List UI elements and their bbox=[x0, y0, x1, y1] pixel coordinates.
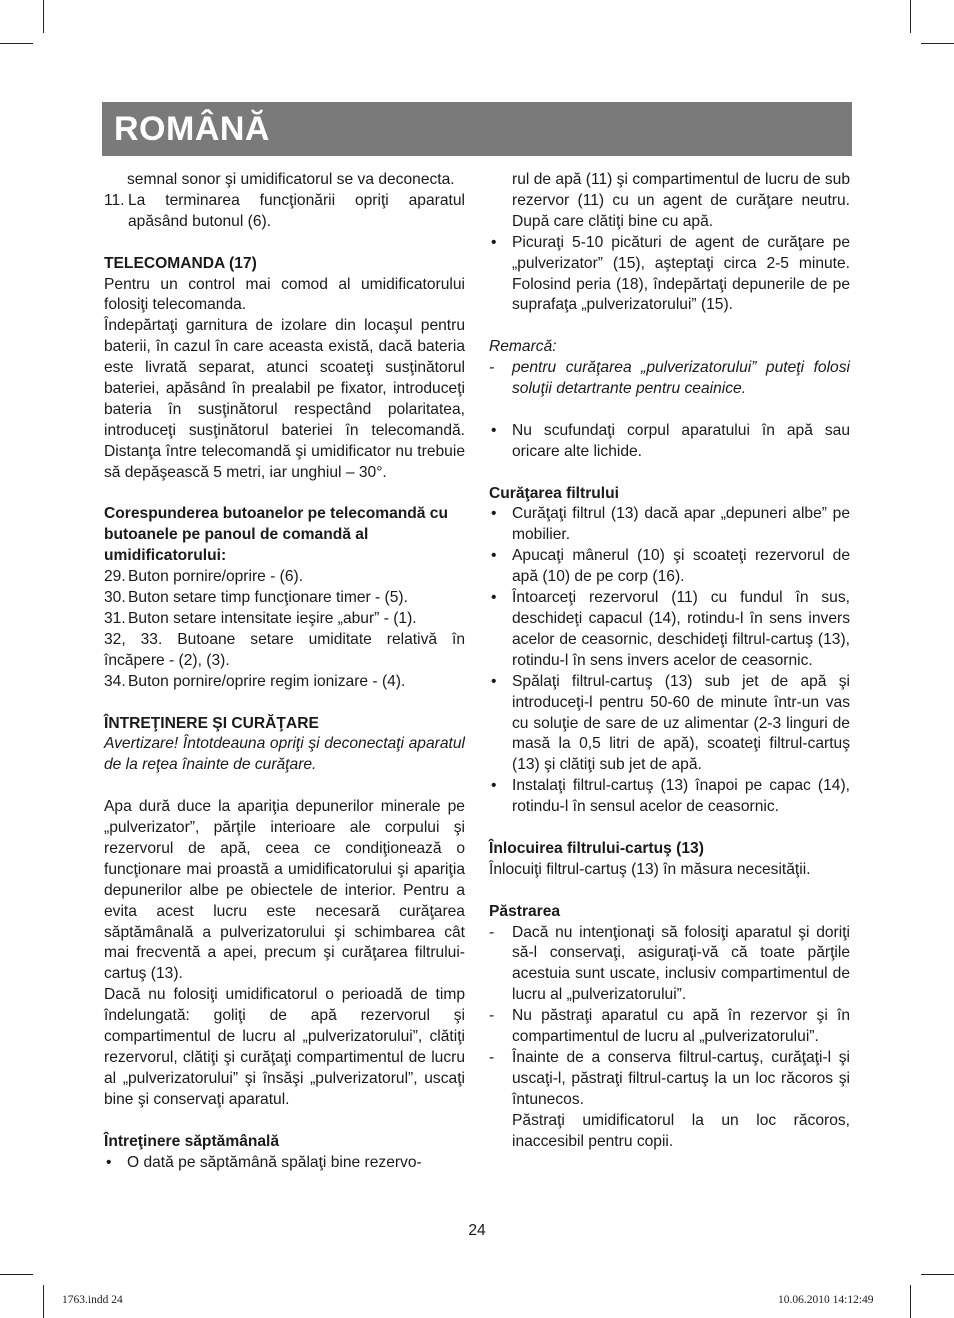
maintenance-heading: ÎNTREŢINERE ŞI CURĂŢARE bbox=[104, 714, 319, 732]
crop-mark bbox=[910, 1285, 911, 1318]
bullet-marker: • bbox=[491, 547, 497, 565]
bullet-text: Instalaţi filtrul-cartuş (13) înapoi pe capac (14), rotindu-l în sensul acelor de ceasornic. bbox=[512, 777, 850, 816]
crop-mark bbox=[43, 1285, 44, 1318]
dash-item bbox=[489, 1006, 850, 1048]
page-title: ROMÂNĂ bbox=[114, 110, 270, 148]
list-item-text: Butoane setare umiditate relativă în încăpere - (2), (3). bbox=[104, 630, 465, 669]
dash-item bbox=[489, 358, 850, 400]
continued-bullet-text: rul de apă (11) şi compartimentul de lucru de sub rezervor (11) cu un agent de curăţare neutru. După care clătiţi bine cu apă. bbox=[512, 171, 850, 230]
language-header-bar bbox=[102, 102, 852, 156]
bullet-text: O dată pe săptămână spălaţi bine rezervo- bbox=[127, 1153, 422, 1171]
bullet-marker: • bbox=[491, 672, 497, 690]
bullet-text: Nu scufundaţi corpul aparatului în apă sau oricare alte lichide. bbox=[512, 421, 850, 460]
dash-marker: - bbox=[489, 1007, 495, 1025]
bullet-item bbox=[489, 546, 850, 588]
list-number: 32, 33. bbox=[104, 630, 163, 648]
bullet-item bbox=[104, 1153, 465, 1174]
dash-marker: - bbox=[489, 923, 495, 941]
bullet-item bbox=[489, 421, 850, 463]
list-number: 29. bbox=[104, 568, 126, 586]
print-slug-file: 1763.indd 24 bbox=[62, 1294, 123, 1306]
dash-item bbox=[489, 923, 850, 1007]
dash-marker: - bbox=[489, 359, 495, 377]
warning-text: Avertizare! Întotdeauna opriţi şi deconectaţi aparatul de la reţea înainte de curăţare. bbox=[104, 735, 465, 774]
crop-mark bbox=[910, 0, 911, 33]
crop-mark bbox=[921, 1274, 954, 1275]
list-item bbox=[104, 672, 465, 693]
print-slug-date: 10.06.2010 14:12:49 bbox=[778, 1294, 874, 1306]
list-item-text: Buton pornire/oprire - (6). bbox=[128, 568, 304, 586]
list-item bbox=[104, 609, 465, 630]
hard-water-paragraph: Apa dură duce la apariţia depunerilor minerale pe „pulverizator”, părţile interioare ale corpului şi rezervorul de apă, ceea ce condiţionează o funcţionare mai proastă a umidificatorului şi apariţia depunerilor albe pe obiectele de interior. Pentru a evita acest lucru este necesară curăţarea săptămânală a pulverizatorului şi schimbarea cât mai frecventă a apei, precum şi curăţarea filtrului-cartuş (13). bbox=[104, 798, 465, 983]
list-number: 30. bbox=[104, 589, 126, 607]
list-number: 34. bbox=[104, 672, 126, 690]
list-item-text: Buton pornire/oprire regim ionizare - (4). bbox=[128, 672, 406, 690]
bullet-item bbox=[489, 672, 850, 777]
storage-heading: Păstrarea bbox=[489, 902, 561, 920]
bullet-text: Apucaţi mânerul (10) şi scoateţi rezervorul de apă (10) de pe corp (16). bbox=[512, 547, 850, 586]
bullet-marker: • bbox=[491, 777, 497, 795]
weekly-maintenance-heading: Întreţinere săptămânală bbox=[104, 1132, 280, 1150]
bullet-marker: • bbox=[491, 233, 497, 251]
bullet-text: Spălaţi filtrul-cartuş (13) sub jet de apă şi introduceţi-l pentru 50-60 de minute într-un vas cu soluţie de sare de uz alimentar (2-3 linguri de masă la 0,5 litri de apă), scoateţi filtrul-cartuş (13) şi clătiţi sub jet de apă. bbox=[512, 672, 850, 774]
remark-label: Remarcă: bbox=[489, 338, 557, 356]
storage-final-text: Păstraţi umidificatorul la un loc răcoros, inaccesibil pentru copii. bbox=[512, 1111, 850, 1150]
bullet-item bbox=[489, 233, 850, 317]
list-item-text: Buton setare timp funcţionare timer - (5). bbox=[128, 589, 408, 607]
remote-heading: TELECOMANDA (17) bbox=[104, 254, 257, 272]
list-item bbox=[104, 630, 465, 672]
continued-list-text: semnal sonor şi umidificatorul se va deconecta. bbox=[127, 171, 455, 188]
bullet-item bbox=[489, 776, 850, 818]
bullet-text: Întoarceţi rezervorul (11) cu fundul în sus, deschideţi capacul (14), rotindu-l în sens invers acelor de ceasornic, deschideţi filtrul-cartuş (13), rotindu-l în sens invers acelor de ceasornic. bbox=[512, 589, 850, 669]
dash-text: pentru curăţarea „pulverizatorului” puteţi folosi soluţii detartrante pentru ceainice. bbox=[512, 359, 850, 398]
remote-battery-paragraph: Îndepărtaţi garnitura de izolare din locaşul pentru baterii, în cazul în care aceasta există, dacă bateria este livrată separat, atunci scoateţi susţinătorul bateriei, apăsând în prealabil pe fixator, introduceţi bateria în susţinătorul respectând polaritatea, introduceţi susţinătorul bateriei în telecomandă. Distanţa între telecomandă şi umidificator nu trebuie să depăşească 5 metri, iar unghiul – 30°. bbox=[104, 317, 465, 481]
bullet-marker: • bbox=[491, 589, 497, 607]
filter-replacement-text: Înlocuiţi filtrul-cartuş (13) în măsura necesităţii. bbox=[489, 860, 811, 878]
bullet-marker: • bbox=[106, 1153, 112, 1171]
list-item-text: La terminarea funcţionării opriţi aparatul apăsând butonul (6). bbox=[128, 191, 465, 230]
list-number: 11. bbox=[104, 191, 125, 209]
long-storage-paragraph: Dacă nu folosiţi umidificatorul o perioadă de timp îndelungată: goliţi de apă rezervorul şi compartimentul de lucru al „pulverizatorului”, clătiţi rezervorul, clătiţi şi curăţaţi compartimentul de lucru al „pulverizatorului” şi însăşi „pulverizatorul”, uscaţi bine şi conservaţi aparatul. bbox=[104, 986, 465, 1108]
page-number: 24 bbox=[468, 1222, 486, 1239]
filter-replacement-heading: Înlocuirea filtrului-cartuş (13) bbox=[489, 839, 704, 857]
list-item-text: Buton setare intensitate ieşire „abur” - (1). bbox=[128, 610, 417, 627]
remote-paragraph: Pentru un control mai comod al umidificatorului folosiţi telecomanda. bbox=[104, 275, 465, 314]
dash-text: Dacă nu intenţionaţi să folosiţi aparatul şi doriţi să-l conservaţi, asiguraţi-vă că toate părţile acestuia sunt uscate, inclusiv compartimentul de lucru al „pulverizatorului”. bbox=[512, 923, 850, 1004]
dash-text: Înainte de a conserva filtrul-cartuş, curăţaţi-l şi uscaţi-l, păstraţi filtrul-cartuş la un loc răcoros şi întunecos. bbox=[512, 1048, 850, 1108]
dash-marker: - bbox=[489, 1048, 495, 1066]
crop-mark bbox=[43, 0, 44, 33]
bullet-marker: • bbox=[491, 505, 497, 523]
list-item bbox=[104, 588, 465, 609]
list-number: 31. bbox=[104, 610, 126, 627]
bullet-text: Curăţaţi filtrul (13) dacă apar „depuneri albe” pe mobilier. bbox=[512, 505, 850, 544]
dash-text: Nu păstraţi aparatul cu apă în rezervor şi în compartimentul de lucru al „pulverizatorului”. bbox=[512, 1007, 850, 1046]
bullet-item bbox=[489, 588, 850, 672]
crop-mark bbox=[921, 43, 954, 44]
filter-cleaning-heading: Curăţarea filtrului bbox=[489, 484, 619, 502]
crop-mark bbox=[0, 1274, 33, 1275]
left-column bbox=[104, 170, 465, 1173]
list-item-11 bbox=[104, 191, 465, 233]
right-column bbox=[489, 170, 850, 1153]
list-item bbox=[104, 567, 465, 588]
bullet-item bbox=[489, 504, 850, 546]
bullet-marker: • bbox=[491, 421, 497, 439]
dash-item bbox=[489, 1048, 850, 1111]
correspondence-heading: Corespunderea butoanelor pe telecomandă cu butoanele pe panoul de comandă al umidificatorului: bbox=[104, 505, 449, 565]
bullet-text: Picuraţi 5-10 picături de agent de curăţare pe „pulverizator” (15), aşteptaţi circa 2-5 minute. Folosind peria (18), îndepărtaţi depunerile de pe suprafaţa „pulverizatorului” (15). bbox=[512, 233, 850, 314]
crop-mark bbox=[0, 43, 33, 44]
